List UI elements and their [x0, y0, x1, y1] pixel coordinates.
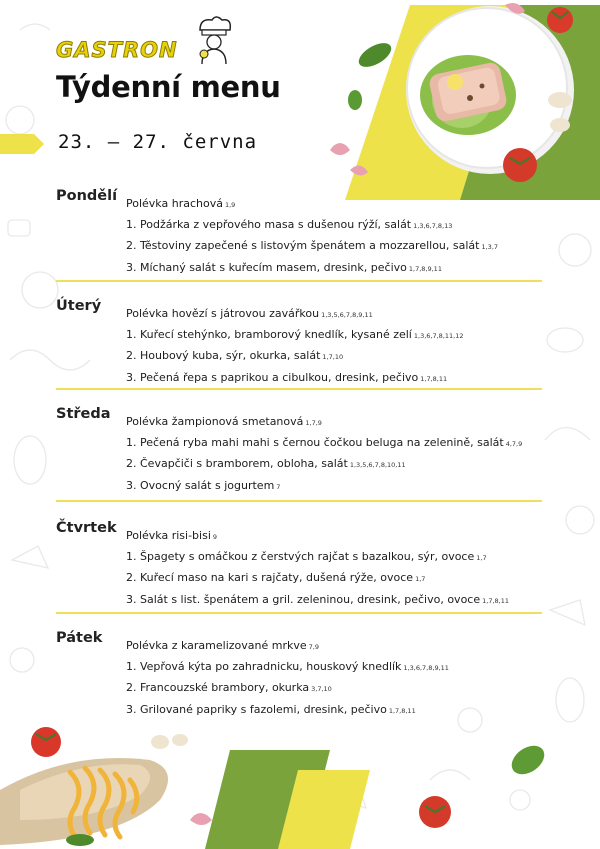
bottom-decoration	[0, 700, 600, 849]
meal-text: 3. Grilované papriky s fazolemi, dresink, pečivo	[126, 702, 387, 716]
allergens: 1,3,7	[481, 243, 499, 252]
meal-text: Polévka žampionová smetanová	[126, 415, 304, 428]
chef-icon	[192, 16, 234, 66]
allergens: 1,7,8,9,11	[408, 264, 442, 273]
allergens: 1,9	[224, 201, 236, 209]
meal-text: Polévka risi-bisi	[126, 529, 211, 542]
meal-text: 1. Vepřová kýta po zahradnicku, houskový knedlík	[126, 660, 402, 674]
meal-text: 1. Pečená ryba mahi mahi s černou čočkou beluga na zelenině, salát	[126, 436, 504, 450]
meal-text: 3. Míchaný salát s kuřecím masem, dresink, pečivo	[126, 260, 407, 274]
allergens: 1,7,8,11	[388, 706, 416, 715]
allergens: 1,3,6,7,8,9,11	[403, 664, 449, 673]
meal-item	[126, 325, 464, 346]
meal-item	[126, 678, 449, 699]
meal-item	[126, 590, 509, 611]
section-divider	[56, 500, 542, 502]
meal-text: 2. Čevapčiči s bramborem, obloha, salát	[126, 457, 348, 471]
section-divider	[56, 612, 542, 614]
meal-text: Polévka hovězí s játrovou zavářkou	[126, 307, 320, 320]
day-name: Pátek	[56, 630, 103, 646]
meal-list	[126, 194, 498, 279]
meal-item	[126, 526, 509, 547]
allergens: 1,7	[415, 575, 426, 584]
meal-item	[126, 368, 464, 389]
allergens: 1,7,8,11	[482, 596, 510, 605]
allergens: 1,7,10	[322, 353, 344, 362]
meal-text: 2. Houbový kuba, sýr, okurka, salát	[126, 349, 321, 363]
week-date-range: 23. – 27. června	[58, 131, 258, 153]
meal-list	[126, 526, 509, 611]
meal-item	[126, 433, 522, 454]
allergens: 1,3,5,6,7,8,9,11	[321, 311, 373, 319]
meal-text: 1. Špagety s omáčkou z čerstvých rajčat s bazalkou, sýr, ovoce	[126, 550, 475, 564]
meal-text: 1. Podžárka z vepřového masa s dušenou rýží, salát	[126, 218, 412, 232]
meal-text: Polévka z karamelizované mrkve	[126, 639, 307, 652]
day-name: Čtvrtek	[56, 520, 117, 536]
meal-item	[126, 454, 522, 475]
meal-text: 2. Kuřecí maso na kari s rajčaty, dušená rýže, ovoce	[126, 571, 414, 585]
allergens: 1,7	[476, 554, 487, 563]
meal-item	[126, 568, 509, 589]
meal-text: 3. Ovocný salát s jogurtem	[126, 478, 275, 492]
meal-item	[126, 304, 464, 325]
allergens: 1,3,6,7,8,11,12	[413, 332, 464, 341]
meal-text: Polévka hrachová	[126, 197, 223, 210]
allergens: 1,7,9	[305, 419, 322, 427]
day-name: Úterý	[56, 298, 102, 314]
meal-item	[126, 412, 522, 433]
meal-item	[126, 657, 449, 678]
meal-item	[126, 636, 449, 657]
section-divider	[56, 280, 542, 282]
meal-text: 3. Salát s list. špenátem a gril. zeleninou, dresink, pečivo, ovoce	[126, 592, 481, 606]
day-name: Pondělí	[56, 188, 118, 204]
meal-list	[126, 412, 522, 497]
allergens: 7	[276, 482, 281, 491]
allergens: 9	[212, 533, 218, 541]
meal-item	[126, 258, 498, 279]
meal-item	[126, 194, 498, 215]
meal-text: 3. Pečená řepa s paprikou a cibulkou, dresink, pečivo	[126, 370, 419, 384]
allergens: 1,3,6,7,8,13	[413, 222, 453, 231]
meal-item	[126, 547, 509, 568]
allergens: 7,9	[308, 643, 319, 651]
meal-item	[126, 215, 498, 236]
allergens: 3,7,10	[311, 685, 332, 694]
page-title: Týdenní menu	[56, 70, 281, 104]
meal-item	[126, 346, 464, 367]
allergens: 1,7,8,11	[420, 374, 448, 383]
meal-item	[126, 236, 498, 257]
meal-text: 2. Těstoviny zapečené s listovým špenátem a mozzarellou, salát	[126, 239, 480, 253]
meal-item	[126, 476, 522, 497]
day-name: Středa	[56, 406, 111, 422]
meal-list	[126, 304, 464, 389]
allergens: 1,3,5,6,7,8,10,11	[349, 461, 406, 470]
meal-text: 1. Kuřecí stehýnko, bramborový knedlík, kysané zelí	[126, 328, 412, 342]
section-divider	[56, 388, 542, 390]
meal-text: 2. Francouzské brambory, okurka	[126, 681, 310, 695]
allergens: 4,7,9	[505, 440, 523, 449]
date-arrow-icon	[0, 134, 44, 154]
brand-logo: GASTRON	[56, 38, 178, 62]
